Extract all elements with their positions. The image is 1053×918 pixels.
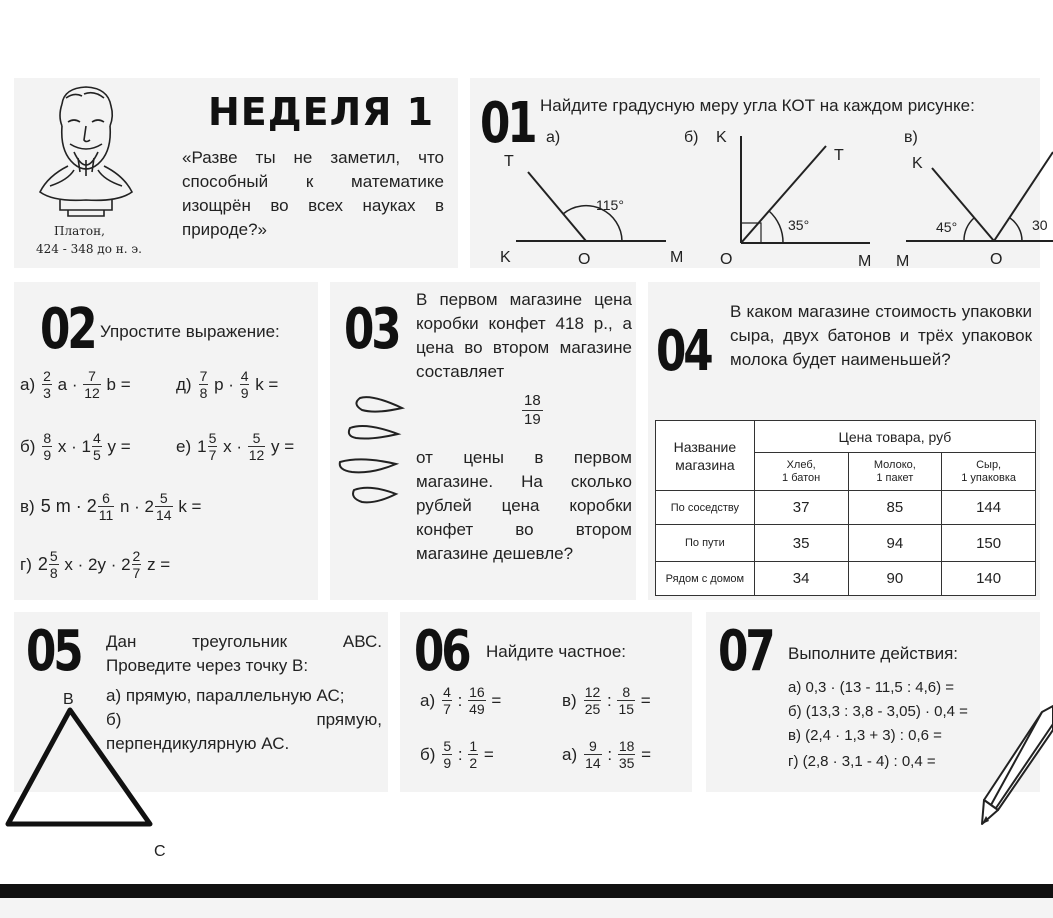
col-price-header: Цена товара, руб	[754, 421, 1035, 453]
row-name: По соседству	[656, 491, 755, 525]
fraction: $\frac{2}{7}$	[132, 548, 141, 581]
fraction: $\frac{5}{8}$	[49, 548, 58, 581]
task06-item-b-label: б)	[420, 744, 436, 764]
price-table	[655, 420, 1036, 596]
pencil-illustration	[972, 700, 1053, 830]
task02-item-b-label: б)	[20, 436, 36, 456]
task06-title: Найдите частное:	[486, 642, 627, 661]
task02-item-v-label: в)	[20, 496, 35, 516]
task05-line3: а) прямую, параллельную АС;	[106, 686, 345, 705]
sub-header-milk: Молоко, 1 пакет	[848, 453, 942, 491]
task04-text: В каком магазине стоимость упаковки сыра, двух батонов и трёх упаковок молока будет наименьшей?	[730, 302, 1032, 369]
task07-item-1: а) 0,3 · (13 - 11,5 : 4,6) =	[788, 679, 955, 696]
fig-c-label: в)	[904, 129, 918, 146]
row-name: По пути	[656, 525, 755, 562]
fig-b-point-o: O	[720, 251, 733, 268]
task06-item-v-label: в)	[562, 690, 577, 710]
fraction: $\frac{7}{12}$	[84, 368, 100, 401]
task05-line1: Дан треугольник АВС.	[106, 632, 382, 651]
col-name-header: Название магазина	[656, 421, 755, 491]
task02-number: 02	[40, 297, 95, 362]
bottom-bar	[0, 884, 1053, 898]
cell: 144	[942, 491, 1036, 525]
fig-b-point-t: T	[834, 147, 844, 164]
fig-c-angle-2: 30	[1032, 217, 1048, 233]
task02-item-g-label: г)	[20, 554, 32, 574]
plato-bust-illustration	[34, 82, 138, 222]
task03-fraction-num: 18	[524, 392, 541, 409]
fig-b-label: б)	[684, 129, 699, 146]
task02-item-d-label: д)	[176, 374, 192, 394]
author-years: 424 - 348 до н. э.	[36, 242, 142, 256]
fig-b-point-k: K	[716, 129, 727, 146]
task06-number: 06	[414, 619, 469, 684]
sub-header-bread: Хлеб, 1 батон	[754, 453, 848, 491]
task02-item-v: в) 5 m · 2 $\frac{6}{11}$ n · 2 $\frac{5}{14}$ k =	[20, 490, 202, 523]
task03-fraction-den: 19	[524, 411, 541, 428]
fig-a-point-k: K	[500, 249, 511, 266]
cell: 85	[848, 491, 942, 525]
fraction: $\frac{5}{14}$	[156, 490, 172, 523]
fraction: $\frac{16}{49}$	[469, 684, 485, 717]
fig-a-angle: 115°	[596, 197, 624, 213]
fig-a-point-t: T	[504, 153, 514, 170]
task06-item-g: а) $\frac{9}{14}$ : $\frac{18}{35}$ =	[562, 738, 652, 771]
fraction: $\frac{6}{11}$	[98, 490, 114, 523]
cell: 90	[848, 562, 942, 596]
task06-item-v: в) $\frac{12}{25}$ : $\frac{8}{15}$ =	[562, 684, 651, 717]
task05-number: 05	[26, 619, 81, 684]
task05-line4: б) прямую,	[106, 710, 382, 729]
fraction: $\frac{12}{25}$	[584, 684, 601, 717]
task05-line2: Проведите через точку В:	[106, 656, 309, 675]
vertex-c: C	[154, 843, 166, 860]
task04-number: 04	[656, 319, 711, 384]
triangle-abc	[0, 688, 180, 868]
cell: 37	[754, 491, 848, 525]
angle-figures	[470, 118, 1053, 268]
task07-title: Выполните действия:	[788, 644, 959, 663]
table-row	[656, 491, 1036, 525]
task07-item-2: б) (13,3 : 3,8 - 3,05) · 0,4 =	[788, 703, 968, 720]
fig-a-point-o: O	[578, 251, 591, 268]
row-name: Рядом с домом	[656, 562, 755, 596]
task02-item-g: г) 2 $\frac{5}{8}$ x · 2y · 2 $\frac{2}{7}$ z =	[20, 548, 171, 581]
cell: 140	[942, 562, 1036, 596]
footer-strip	[0, 898, 1053, 918]
fraction: $\frac{18}{35}$	[618, 738, 635, 771]
fraction: $\frac{9}{14}$	[585, 738, 601, 771]
fig-c-point-m: M	[896, 253, 910, 268]
sub-header-cheese: Сыр, 1 упаковка	[942, 453, 1036, 491]
fraction: $\frac{5}{12}$	[248, 430, 265, 463]
fraction: $\frac{8}{15}$	[618, 684, 635, 717]
table-row	[656, 562, 1036, 596]
fraction: $\frac{5}{9}$	[443, 738, 452, 771]
fraction: $\frac{4}{9}$	[240, 368, 249, 401]
task06-item-g-label: а)	[562, 744, 578, 764]
task07-item-4: г) (2,8 · 3,1 - 4) : 0,4 =	[788, 753, 936, 770]
task06-item-a-label: а)	[420, 690, 436, 710]
fraction: $\frac{4}{7}$	[443, 684, 451, 717]
fig-a-point-m: M	[670, 249, 684, 266]
fig-b-point-m: M	[858, 253, 872, 268]
task03-fraction	[522, 392, 543, 429]
task07-item-3: в) (2,4 · 1,3 + 3) : 0,6 =	[788, 727, 942, 744]
week-title: НЕДЕЛЯ 1	[208, 90, 435, 134]
task01-title: Найдите градусную меру угла КОТ на каждом рисунке:	[540, 96, 975, 115]
task06-item-a: а) $\frac{4}{7}$ : $\frac{16}{49}$ =	[420, 684, 502, 717]
task02-item-a: а) $\frac{2}{3}$ a · $\frac{7}{12}$ b =	[20, 368, 131, 401]
fig-c-angle-1: 45°	[936, 219, 958, 235]
fig-c-point-k: K	[912, 155, 923, 172]
fraction: $\frac{8}{9}$	[43, 430, 52, 463]
task06-item-b: б) $\frac{5}{9}$ : $\frac{1}{2}$ =	[420, 738, 494, 771]
task03-number: 03	[344, 297, 399, 362]
task07-number: 07	[718, 619, 773, 684]
petals-decoration	[332, 386, 412, 516]
task02-item-b: б) $\frac{8}{9}$ x · 1 $\frac{4}{5}$ y =	[20, 430, 131, 463]
cell: 94	[848, 525, 942, 562]
cell: 35	[754, 525, 848, 562]
fraction: $\frac{4}{5}$	[93, 430, 101, 463]
task02-item-d: д) $\frac{7}{8}$ p · $\frac{4}{9}$ k =	[176, 368, 279, 401]
task02-item-e: е) 1 $\frac{5}{7}$ x · $\frac{5}{12}$ y =	[176, 430, 295, 463]
fraction: $\frac{2}{3}$	[43, 368, 51, 401]
task02-item-a-label: а)	[20, 374, 36, 394]
task02-item-e-label: е)	[176, 436, 192, 456]
author-name: Платон,	[54, 224, 105, 238]
task05-line5: перпендикулярную АС.	[106, 734, 290, 753]
task02-title: Упростите выражение:	[100, 322, 280, 341]
fig-c-point-o: O	[990, 251, 1003, 268]
fraction: $\frac{7}{8}$	[199, 368, 208, 401]
table-row	[656, 525, 1036, 562]
task03-text-2: от цены в первом магазине. На сколько рублей цена коробки конфет во втором магазине дешевле?	[416, 448, 632, 563]
fig-b-angle: 35°	[788, 217, 810, 233]
fig-a-label: а)	[546, 129, 561, 146]
vertex-b: B	[63, 691, 74, 708]
fraction: $\frac{5}{7}$	[208, 430, 217, 463]
task03-text-1: В первом магазине цена коробки конфет 418 р., а цена во втором магазине составляет	[416, 290, 632, 381]
task01-number: 01	[480, 91, 535, 156]
plato-quote: «Разве ты не заметил, что способный к математике изощрён во всех науках в природе?»	[182, 148, 444, 239]
cell: 34	[754, 562, 848, 596]
fraction: $\frac{1}{2}$	[469, 738, 478, 771]
cell: 150	[942, 525, 1036, 562]
